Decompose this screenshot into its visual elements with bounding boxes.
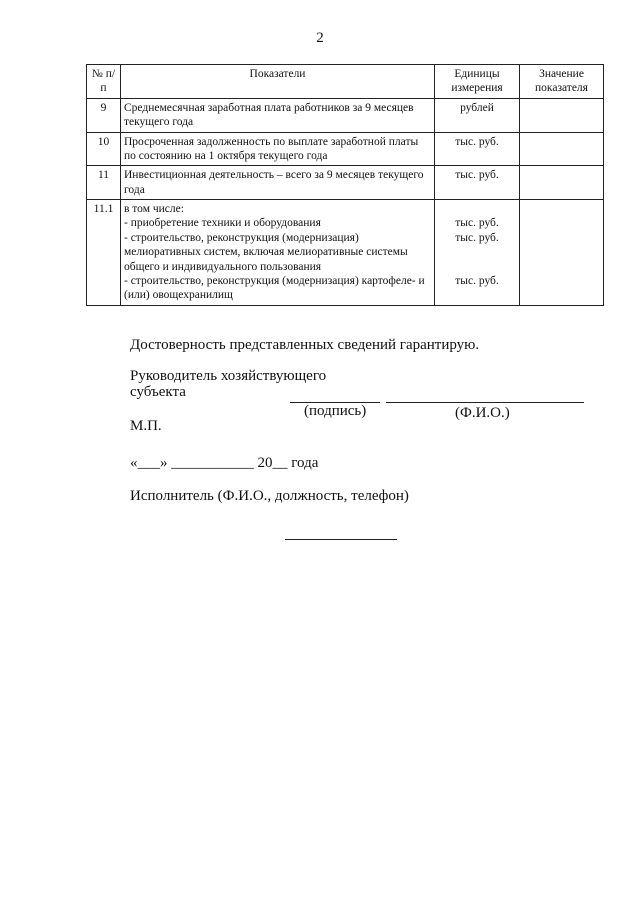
breakdown-unit: тыс. руб.: [455, 274, 499, 287]
row-indicator: Среднемесячная заработная плата работников за 9 месяцев текущего года: [121, 98, 435, 132]
breakdown-item: - строительство, реконструкция (модернизация) мелиоративных систем, включая мелиоративные системы общего и индивидуального пользования: [124, 231, 408, 273]
table-row-breakdown: [87, 200, 604, 306]
row-indicator: Инвестиционная деятельность – всего за 9 месяцев текущего года: [121, 166, 435, 200]
breakdown-units: [435, 200, 520, 306]
row-indicator-breakdown: [121, 200, 435, 306]
header-value: Значение показателя: [520, 65, 604, 99]
head-label-line1: Руководитель хозяйствующего: [130, 368, 327, 384]
header-unit: Единицы измерения: [435, 65, 520, 99]
table-row: [87, 98, 604, 132]
row-value: [520, 132, 604, 166]
breakdown-item: - приобретение техники и оборудования: [124, 217, 321, 230]
table-row: [87, 166, 604, 200]
breakdown-unit: тыс. руб.: [455, 217, 499, 230]
breakdown-unit: тыс. руб.: [455, 231, 499, 244]
row-value: [520, 98, 604, 132]
fio-line: [386, 402, 584, 403]
row-num: 9: [87, 98, 121, 132]
closing-rule: [285, 539, 397, 540]
row-unit: рублей: [435, 98, 520, 132]
table-row: [87, 132, 604, 166]
signature-caption: (подпись): [304, 403, 367, 419]
page-number: 2: [316, 30, 324, 46]
header-indicator: Показатели: [121, 65, 435, 99]
row-value: [520, 166, 604, 200]
row-indicator: Просроченная задолженность по выплате заработной платы по состоянию на 1 октября текущего года: [121, 132, 435, 166]
row-unit: тыс. руб.: [435, 132, 520, 166]
row-value: [520, 200, 604, 306]
breakdown-intro: в том числе:: [124, 203, 184, 215]
guarantee-text: Достоверность представленных сведений гарантирую.: [130, 337, 480, 353]
row-unit: тыс. руб.: [435, 166, 520, 200]
head-label-line2: субъекта: [130, 384, 186, 400]
indicators-table: [86, 64, 604, 306]
executor-label: Исполнитель (Ф.И.О., должность, телефон): [130, 488, 409, 504]
date-line: «___» ___________ 20__ года: [130, 455, 319, 471]
table-header-row: [87, 65, 604, 99]
row-num: 11.1: [87, 200, 121, 306]
seal-label: М.П.: [130, 418, 162, 434]
row-num: 11: [87, 166, 121, 200]
row-num: 10: [87, 132, 121, 166]
fio-caption: (Ф.И.О.): [455, 405, 510, 421]
header-num: № п/п: [87, 65, 121, 99]
breakdown-item: - строительство, реконструкция (модернизация) картофеле- и (или) овощехранилищ: [124, 274, 425, 302]
